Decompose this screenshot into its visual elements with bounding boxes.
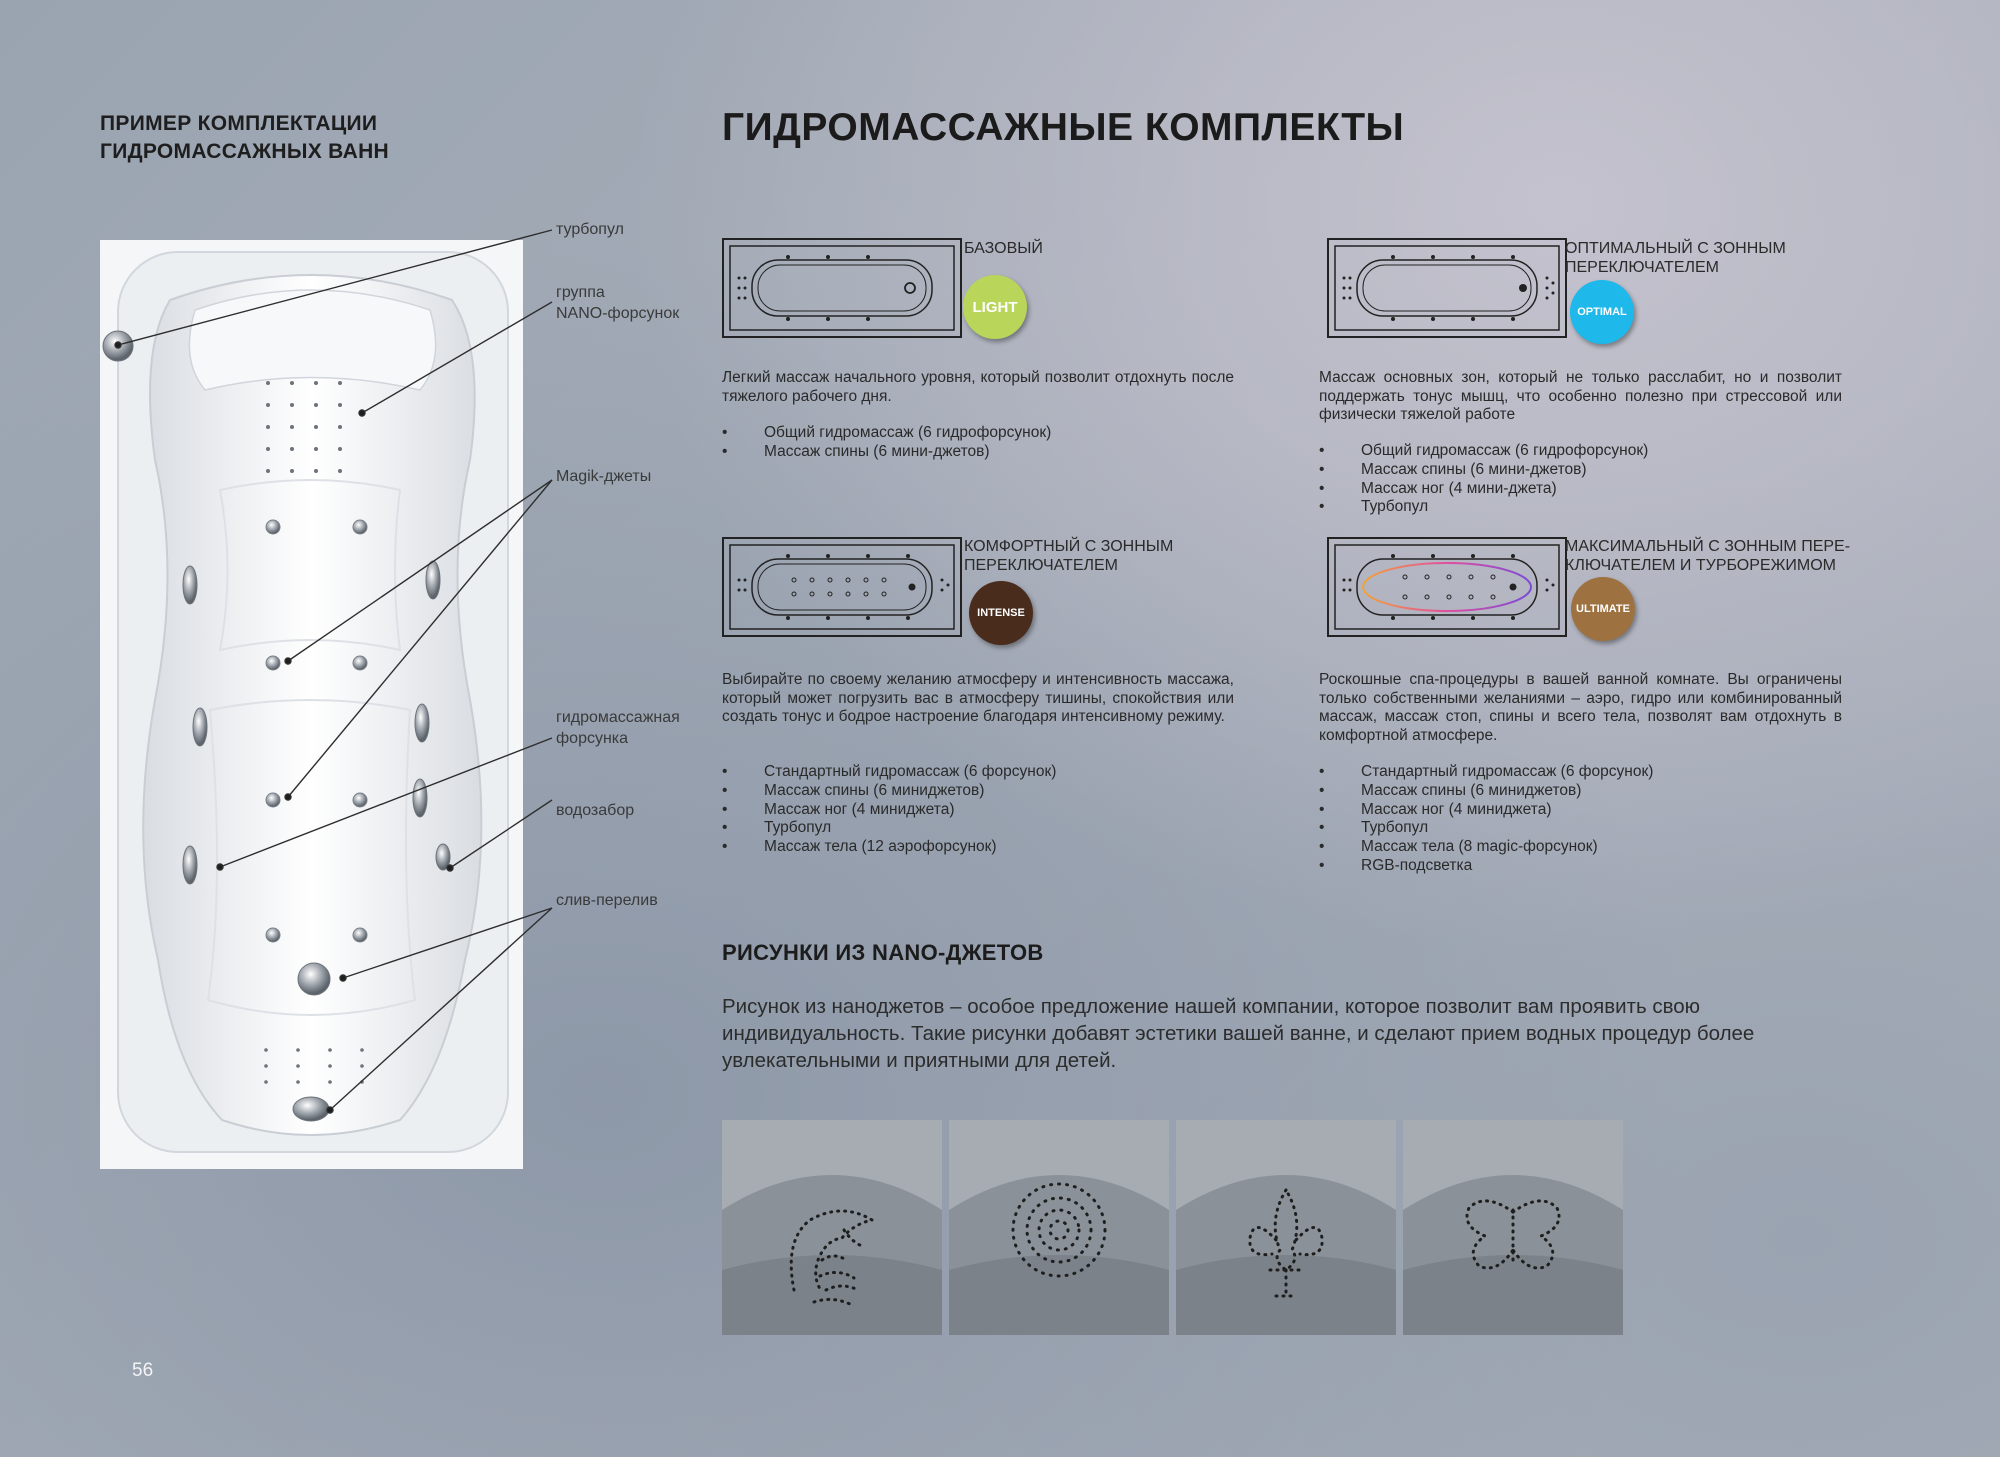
list-item: • Массаж спины (6 миниджетов) <box>722 782 1234 801</box>
callout-nano-group-line1: группа <box>556 284 605 301</box>
list-item: • Массаж спины (6 мини-джетов) <box>722 443 1234 462</box>
kit-ultimate-name-line1: МАКСИМАЛЬНЫЙ С ЗОННЫМ ПЕРЕ- <box>1565 538 1851 555</box>
kit-optimal-badge: OPTIMAL <box>1570 280 1634 344</box>
list-item: • Массаж спины (6 миниджетов) <box>1319 782 1842 801</box>
kit-light-name-line1: БАЗОВЫЙ <box>964 240 1043 257</box>
list-item: • RGB-подсветка <box>1319 857 1842 876</box>
spiral-pattern-image <box>949 1120 1169 1335</box>
nano-pattern-dolphin <box>722 1120 942 1335</box>
kit-intense-bath-diagram <box>722 537 962 637</box>
kit-light-description: Легкий массаж начального уровня, который позволит отдохнуть после тяжелого рабочего дня. <box>722 369 1234 405</box>
kit-intense <box>722 537 962 641</box>
callout-nano-group <box>556 282 679 324</box>
kit-intense-name <box>964 537 1173 575</box>
callout-nano-group-line2: NANO-форсунок <box>556 305 680 322</box>
kit-light-features <box>722 424 1234 462</box>
nano-pattern-butterfly <box>1403 1120 1623 1335</box>
nano-pattern-fleur-de-lis <box>1176 1120 1396 1335</box>
kit-light-name <box>964 239 1043 258</box>
list-item: • Массаж ног (4 мини-джета) <box>1319 480 1842 499</box>
dolphin-pattern-image <box>722 1120 942 1335</box>
kit-ultimate-bath-diagram <box>1327 537 1567 637</box>
kit-optimal-description: Массаж основных зон, который не только расслабит, но и позволит поддержать тонус мышц, что особенно полезно при стрессовой или физически тяжелой работе <box>1319 369 1842 423</box>
list-item: • Массаж ног (4 миниджета) <box>722 801 1234 820</box>
bath-example-heading-line2: ГИДРОМАССАЖНЫХ ВАНН <box>100 140 389 163</box>
kit-ultimate-name <box>1565 537 1850 575</box>
kit-light <box>722 238 962 342</box>
nano-section-text: Рисунок из наноджетов – особое предложение нашей компании, которое позволит вам проявить свою индивидуальность. Такие рисунки добавят эстетики вашей ванне, и сделают прием водных процедур более увлекательными и приятными для детей. <box>722 995 1755 1072</box>
nano-section-title: РИСУНКИ ИЗ NANO-ДЖЕТОВ <box>722 940 1044 965</box>
kit-intense-description: Выбирайте по своему желанию атмосферу и интенсивность массажа, который может погрузить вас в атмосферу тишины, спокойствия или создать тонус и бодрое настроение благодаря интенсивному режиму. <box>722 671 1234 725</box>
list-item: • Массаж тела (8 magic-форсунок) <box>1319 838 1842 857</box>
kit-optimal <box>1327 238 1567 342</box>
kit-optimal-features <box>1319 442 1842 517</box>
page-title: ГИДРОМАССАЖНЫЕ КОМПЛЕКТЫ <box>722 106 1405 149</box>
kit-ultimate-features <box>1319 763 1842 876</box>
list-item: • Общий гидромассаж (6 гидрофорсунок) <box>1319 442 1842 461</box>
kit-intense-features <box>722 763 1234 857</box>
callout-hydro-nozzle-line1: гидромассажная <box>556 709 680 726</box>
kit-intense-badge: INTENSE <box>969 581 1033 645</box>
kit-optimal-name-line1: ОПТИМАЛЬНЫЙ С ЗОННЫМ <box>1565 240 1786 257</box>
kit-ultimate-badge: ULTIMATE <box>1571 577 1635 641</box>
kit-optimal-name-line2: ПЕРЕКЛЮЧАТЕЛЕМ <box>1565 259 1719 276</box>
callout-turbopul: турбопул <box>556 221 624 238</box>
kit-optimal-name <box>1565 239 1786 277</box>
callout-magik-jets: Magik-джеты <box>556 468 652 485</box>
list-item: • Массаж тела (12 аэрофорсунок) <box>722 838 1234 857</box>
butterfly-pattern-image <box>1403 1120 1623 1335</box>
list-item: • Общий гидромассаж (6 гидрофорсунок) <box>722 424 1234 443</box>
kit-intense-name-line1: КОМФОРТНЫЙ С ЗОННЫМ <box>964 538 1174 555</box>
callout-intake: водозабор <box>556 802 635 819</box>
list-item: • Стандартный гидромассаж (6 форсунок) <box>722 763 1234 782</box>
list-item: • Массаж спины (6 мини-джетов) <box>1319 461 1842 480</box>
kit-ultimate-description: Роскошные спа-процедуры в вашей ванной комнате. Вы ограничены только собственными желаниями – аэро, гидро или комбинированный массаж, массаж стоп, спины и всего тела, позволят вам отдохнуть в комфортной атмосфере. <box>1319 671 1842 744</box>
list-item: • Стандартный гидромассаж (6 форсунок) <box>1319 763 1842 782</box>
kit-light-badge: LIGHT <box>963 275 1027 339</box>
list-item: • Турбопул <box>722 819 1234 838</box>
list-item: • Массаж ног (4 миниджета) <box>1319 801 1842 820</box>
callout-hydro-nozzle <box>556 707 680 749</box>
kit-optimal-bath-diagram <box>1327 238 1567 338</box>
kit-ultimate <box>1327 537 1567 641</box>
page-number: 56 <box>132 1360 154 1381</box>
nano-pattern-spiral <box>949 1120 1169 1335</box>
fleur-de-lis-pattern-image <box>1176 1120 1396 1335</box>
kit-ultimate-name-line2: КЛЮЧАТЕЛЕМ И ТУРБОРЕЖИМОМ <box>1565 557 1836 574</box>
callout-hydro-nozzle-line2: форсунка <box>556 730 629 747</box>
bath-example-heading-line1: ПРИМЕР КОМПЛЕКТАЦИИ <box>100 112 378 135</box>
callout-drain: слив-перелив <box>556 892 658 909</box>
list-item: • Турбопул <box>1319 498 1842 517</box>
kit-intense-name-line2: ПЕРЕКЛЮЧАТЕЛЕМ <box>964 557 1118 574</box>
kit-light-bath-diagram <box>722 238 962 338</box>
list-item: • Турбопул <box>1319 819 1842 838</box>
